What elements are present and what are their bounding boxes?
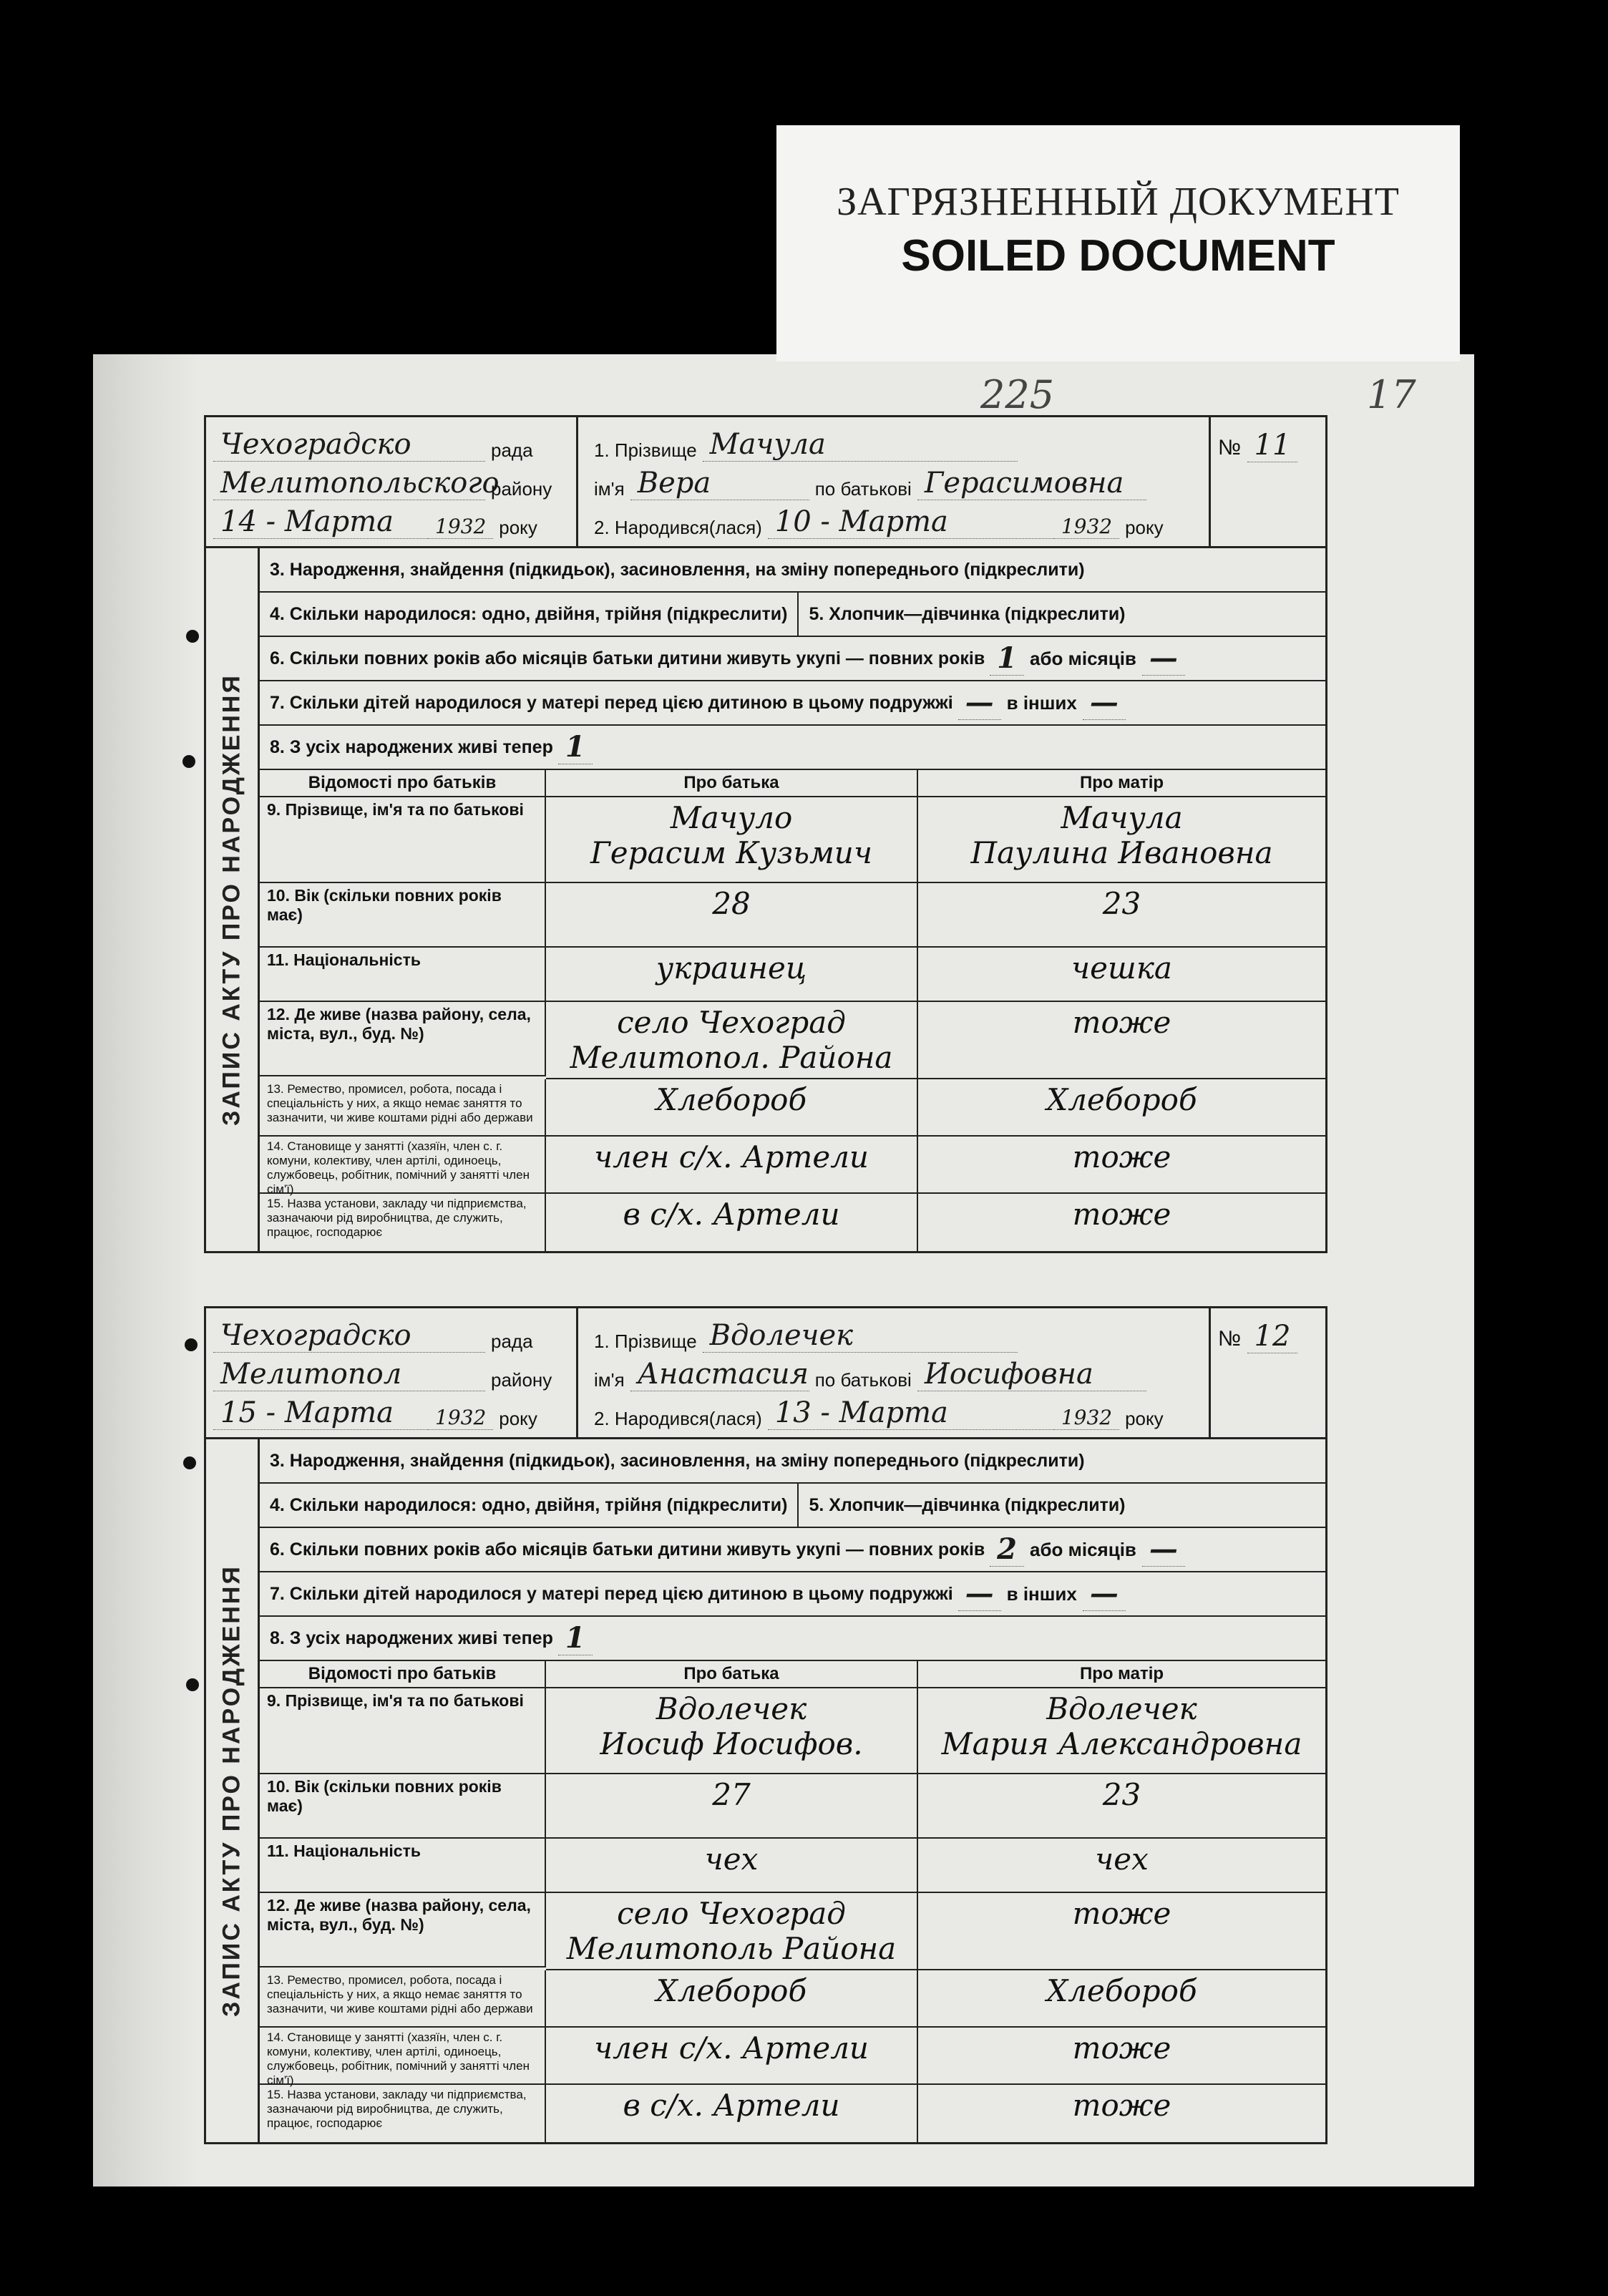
soiled-document-label [776, 125, 1460, 361]
q8-label: 8. З усіх народжених живі тепер [270, 736, 553, 757]
q13-label: 13. Ремество, промисел, робота, посада і спеціальність у них, а якщо немає заняття то зазначити, чи живе коштами рідні або держави [260, 1970, 546, 2028]
birth-record-2 [204, 1306, 1327, 2144]
q15-label: 15. Назва установи, закладу чи підприємства, зазначаючи рід виробництва, де служить, працює, господарює [260, 2085, 546, 2142]
parents-table [260, 770, 1325, 1251]
surname-label: 1. Прізвище [594, 439, 697, 461]
rada-value: Чехоградско [213, 1319, 485, 1353]
father-fullname [546, 797, 918, 883]
reg-date: 14 - Марта [213, 505, 428, 539]
mother-occupation: Хлебороб [918, 1079, 1325, 1137]
rada-label: рада [491, 439, 533, 461]
q8-label: 8. З усіх народжених живі тепер [270, 1628, 553, 1648]
q10-label: 10. Вік (скільки повних років має) [260, 883, 546, 948]
birth-record-1 [204, 415, 1327, 1253]
father-surname: Мачуло [670, 800, 793, 835]
father-head: Про батька [546, 1661, 918, 1688]
born-year: 1932 [1054, 515, 1119, 539]
q6-months: — [1142, 1532, 1185, 1567]
q7-row [260, 681, 1325, 726]
rayon-label: району [491, 478, 552, 500]
father-occupation: Хлебороб [546, 1079, 918, 1137]
page-number: 225 [980, 372, 1055, 417]
father-workplace: в с/х. Артели [546, 1194, 918, 1251]
mother-residence: тоже [918, 1893, 1325, 1970]
parents-table [260, 1661, 1325, 2142]
q6-row [260, 1528, 1325, 1572]
rada-value: Чехоградско [213, 428, 485, 462]
q7-other: — [1083, 686, 1126, 720]
mother-nationality: чех [918, 1839, 1325, 1893]
child-name: Анастасия [630, 1358, 809, 1391]
record-number: 11 [1247, 429, 1298, 462]
q4-label: 4. Скільки народилося: одно, двійня, трійня (підкреслити) [270, 603, 788, 624]
q4-row [260, 593, 1325, 637]
q6-label: 6. Скільки повних років або місяців батьки дитини живуть укупі — повних років [270, 1539, 985, 1560]
reg-date: 15 - Марта [213, 1396, 428, 1430]
q7-row [260, 1572, 1325, 1617]
q7-other-label: в інших [1006, 691, 1077, 714]
patronymic-label: по батькові [814, 1369, 912, 1391]
q6-years: 2 [990, 1532, 1024, 1567]
side-title: ЗАПИС АКТУ ПРО НАРОДЖЕННЯ [218, 1565, 245, 2017]
number-sign: № [1218, 436, 1242, 459]
mother-nationality: чешка [918, 948, 1325, 1002]
q7-other: — [1083, 1577, 1126, 1611]
mother-residence: тоже [918, 1002, 1325, 1079]
q12-label: 12. Де живе (назва району, села, міста, вул., буд. №) [260, 1893, 546, 1967]
father-age: 27 [546, 1774, 918, 1839]
q4-label: 4. Скільки народилося: одно, двійня, трійня (підкреслити) [270, 1494, 788, 1515]
q8-row [260, 726, 1325, 770]
child-patronymic: Иосифовна [917, 1358, 1146, 1391]
q10-label: 10. Вік (скільки повних років має) [260, 1774, 546, 1839]
mother-workplace: тоже [1072, 2088, 1171, 2123]
q12-label: 12. Де живе (назва району, села, міста, вул., буд. №) [260, 1002, 546, 1076]
binding-edge [93, 354, 200, 2186]
q6-months: — [1142, 641, 1185, 676]
mother-head: Про матір [918, 1661, 1325, 1688]
patronymic-label: по батькові [814, 478, 912, 500]
mother-occupation: Хлебороб [918, 1970, 1325, 2028]
name-label: ім'я [594, 1369, 625, 1391]
father-residence: село Чехоград Мелитополь Района [546, 1893, 918, 1970]
child-surname: Мачула [703, 428, 1018, 462]
rada-label: рада [491, 1331, 533, 1352]
mother-age: 23 [918, 883, 1325, 948]
father-nationality: украинец [546, 948, 918, 1002]
child-surname: Вдолечек [703, 1319, 1018, 1353]
q8-row [260, 1617, 1325, 1661]
born-year: 1932 [1054, 1406, 1119, 1430]
mother-workplace: тоже [1072, 1197, 1171, 1232]
child-name: Вера [630, 467, 809, 500]
mother-age: 23 [918, 1774, 1325, 1839]
father-name: Иосиф Иосифов. [600, 1726, 863, 1761]
father-nationality: чех [546, 1839, 918, 1893]
record-number: 12 [1247, 1320, 1298, 1353]
mother-fullname [918, 1688, 1325, 1774]
father-workplace: в с/х. Артели [546, 2085, 918, 2142]
father-surname: Вдолечек [656, 1691, 807, 1726]
q14-label: 14. Становище у занятті (хазяїн, член с. г. комуни, колективу, член артілі, одиноець, службовець, робітник, помічний у занятті член сім'ї) [260, 2028, 546, 2085]
q3-row [260, 1439, 1325, 1484]
q3-label: 3. Народження, знайдення (підкидьок), засиновлення, на зміну попереднього (підкреслити) [270, 1450, 1085, 1471]
rayon-label: району [491, 1369, 552, 1391]
q6-months-label: або місяців [1030, 1538, 1136, 1560]
q11-label: 11. Національність [260, 1839, 546, 1893]
parents-head: Відомості про батьків [260, 770, 546, 797]
q15-label: 15. Назва установи, закладу чи підприємства, зазначаючи рід виробництва, де служить, працює, господарює [260, 1194, 546, 1251]
q7-here: — [958, 686, 1001, 720]
father-name: Герасим Кузьмич [590, 835, 872, 870]
rayon-value: Мелитопол [213, 1358, 485, 1391]
q6-months-label: або місяців [1030, 647, 1136, 669]
q14-label: 14. Становище у занятті (хазяїн, член с. г. комуни, колективу, член артілі, одиноець, службовець, робітник, помічний у занятті член сім'ї) [260, 1137, 546, 1194]
q8-alive: 1 [558, 730, 593, 764]
father-occupation: Хлебороб [546, 1970, 918, 2028]
q9-label: 9. Прізвище, ім'я та по батькові [260, 1688, 546, 1774]
mother-status: тоже [918, 1137, 1325, 1194]
stamp-ru: ЗАГРЯЗНЕННЫЙ ДОКУМЕНТ [837, 180, 1400, 224]
reg-year: 1932 [428, 515, 493, 539]
q7-label: 7. Скільки дітей народилося у матері перед цією дитиною в цьому подружжі [270, 692, 953, 713]
q7-here: — [958, 1577, 1001, 1611]
stamp-en: SOILED DOCUMENT [901, 231, 1335, 281]
q3-label: 3. Народження, знайдення (підкидьок), засиновлення, на зміну попереднього (підкреслити) [270, 559, 1085, 580]
q3-row [260, 548, 1325, 593]
q13-label: 13. Ремество, промисел, робота, посада і спеціальність у них, а якщо немає заняття то зазначити, чи живе коштами рідні або держави [260, 1079, 546, 1137]
mother-head: Про матір [918, 770, 1325, 797]
father-residence: село Чехоград Мелитопол. Района [546, 1002, 918, 1079]
corner-number: 17 [1367, 372, 1416, 417]
child-patronymic: Герасимовна [917, 467, 1146, 500]
q6-label: 6. Скільки повних років або місяців батьки дитини живуть укупі — повних років [270, 648, 985, 668]
q6-row [260, 637, 1325, 681]
number-sign: № [1218, 1327, 1242, 1351]
mother-surname: Мачула [1061, 800, 1183, 835]
q6-years: 1 [990, 641, 1024, 676]
side-title: ЗАПИС АКТУ ПРО НАРОДЖЕННЯ [218, 673, 245, 1126]
born-year-label: року [1125, 1408, 1164, 1429]
mother-surname: Вдолечек [1046, 1691, 1197, 1726]
mother-name: Паулина Ивановна [970, 835, 1273, 870]
father-status: член с/х. Артели [546, 2028, 918, 2085]
reg-year: 1932 [428, 1406, 493, 1430]
born-year-label: року [1125, 517, 1164, 538]
name-label: ім'я [594, 478, 625, 500]
father-status: член с/х. Артели [546, 1137, 918, 1194]
q5-label: 5. Хлопчик—дівчинка (підкреслити) [809, 603, 1126, 624]
father-fullname [546, 1688, 918, 1774]
born-label: 2. Народився(лася) [594, 1408, 762, 1429]
father-head: Про батька [546, 770, 918, 797]
q8-alive: 1 [558, 1621, 593, 1655]
born-date: 13 - Марта [768, 1396, 1054, 1430]
q7-other-label: в інших [1006, 1582, 1077, 1605]
born-date: 10 - Марта [768, 505, 1054, 539]
born-label: 2. Народився(лася) [594, 517, 762, 538]
mother-fullname [918, 797, 1325, 883]
q5-label: 5. Хлопчик—дівчинка (підкреслити) [809, 1494, 1126, 1515]
year-label: року [499, 1408, 537, 1429]
q11-label: 11. Національність [260, 948, 546, 1002]
father-age: 28 [546, 883, 918, 948]
q4-row [260, 1484, 1325, 1528]
q9-label: 9. Прізвище, ім'я та по батькові [260, 797, 546, 883]
parents-head: Відомості про батьків [260, 1661, 546, 1688]
mother-name: Мария Александровна [941, 1726, 1302, 1761]
rayon-value: Мелитопольского [213, 467, 485, 500]
q7-label: 7. Скільки дітей народилося у матері перед цією дитиною в цьому подружжі [270, 1583, 953, 1604]
year-label: року [499, 517, 537, 538]
mother-status: тоже [918, 2028, 1325, 2085]
surname-label: 1. Прізвище [594, 1331, 697, 1352]
